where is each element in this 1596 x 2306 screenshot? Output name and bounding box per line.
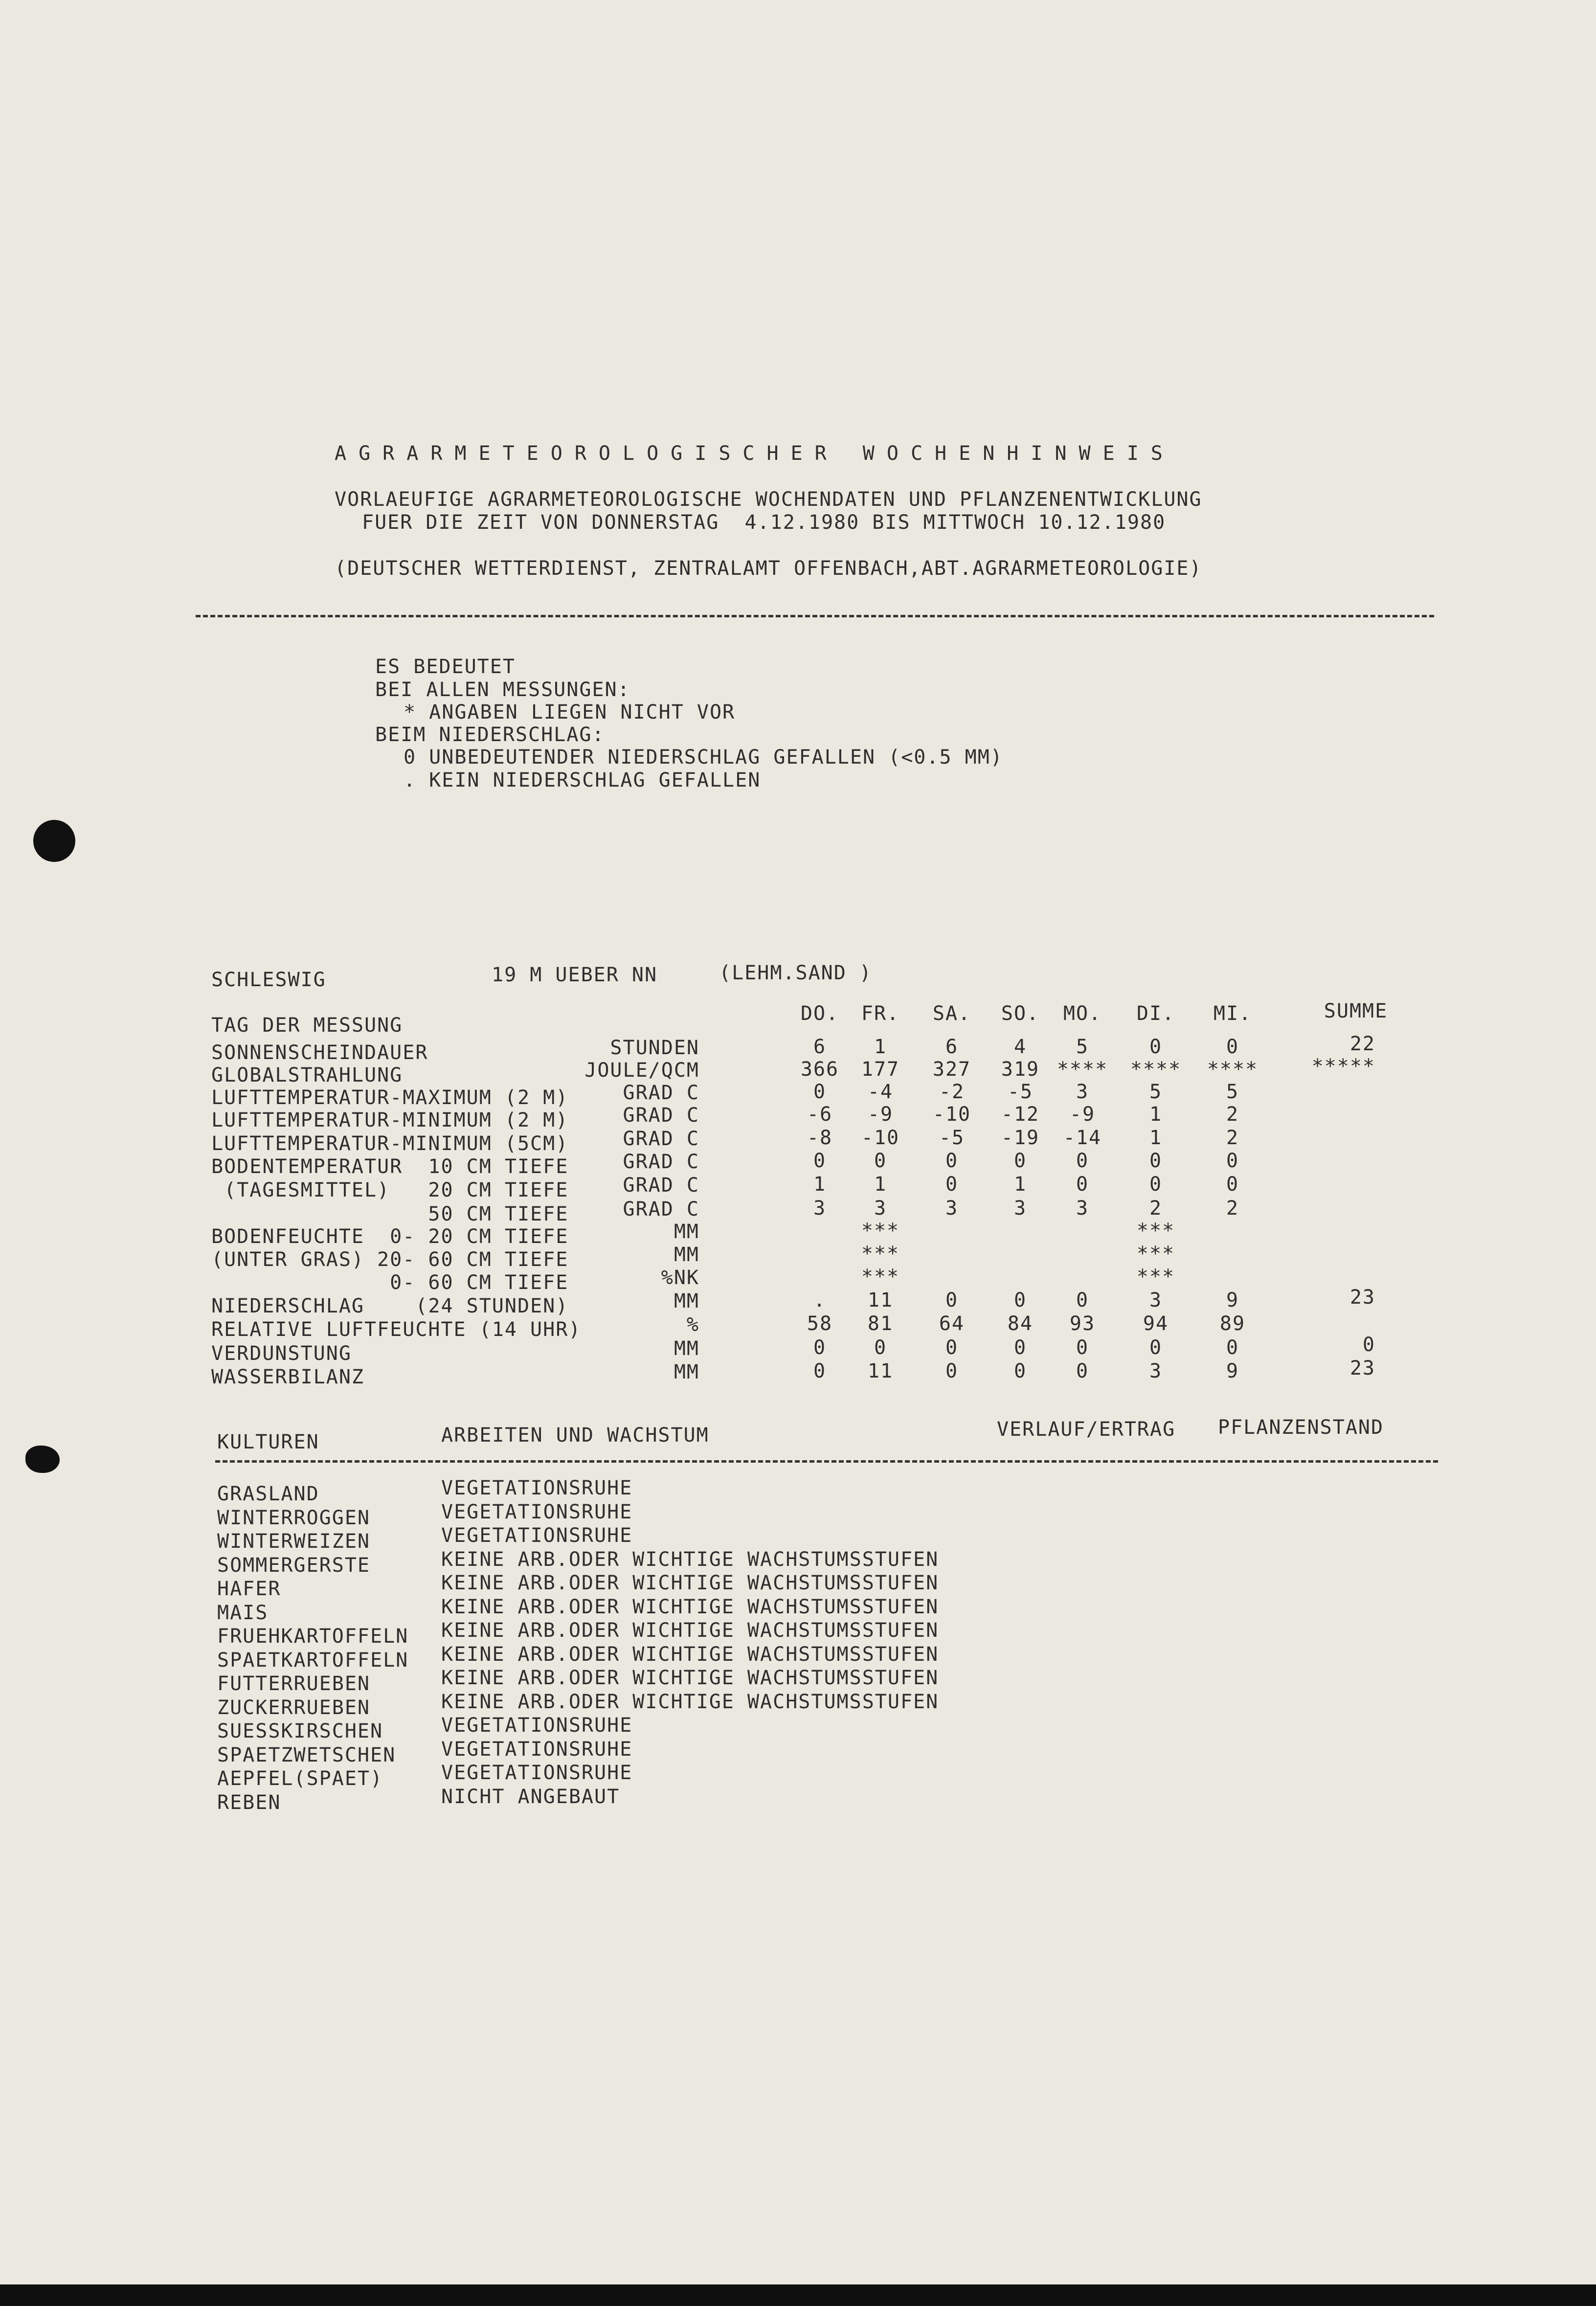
cell-value: -4 bbox=[867, 1081, 894, 1103]
row-label: WASSERBILANZ bbox=[211, 1366, 364, 1388]
cell-value: *** bbox=[1136, 1220, 1175, 1242]
row-label: BODENFEUCHTE 0- 20 CM TIEFE bbox=[211, 1225, 569, 1248]
day-header: SO. bbox=[1001, 1002, 1040, 1025]
cell-value: -9 bbox=[1069, 1103, 1096, 1126]
cell-value: 0 bbox=[1076, 1289, 1089, 1311]
cell-value: 4 bbox=[1013, 1036, 1027, 1058]
crop-name: WINTERROGGEN bbox=[217, 1506, 370, 1529]
cell-value: 0 bbox=[1149, 1336, 1163, 1359]
cell-value: 0 bbox=[1076, 1150, 1089, 1172]
row-sum: 22 bbox=[1349, 1033, 1375, 1055]
cell-value: 2 bbox=[1149, 1197, 1163, 1220]
cell-value: 0 bbox=[1226, 1036, 1239, 1058]
report-title: AGRARMETEOROLOGISCHER WOCHENHINWEIS bbox=[335, 442, 1175, 465]
cell-value: 89 bbox=[1219, 1312, 1246, 1335]
crop-work: VEGETATIONSRUHE bbox=[441, 1714, 633, 1737]
cell-value: 84 bbox=[1007, 1312, 1034, 1335]
row-label: BODENTEMPERATUR 10 CM TIEFE bbox=[211, 1155, 569, 1178]
cell-value: 0 bbox=[1226, 1173, 1239, 1196]
cell-value: 0 bbox=[1076, 1360, 1089, 1382]
crop-name: SPAETZWETSCHEN bbox=[217, 1743, 396, 1766]
station-elevation: 19 M UEBER NN bbox=[492, 964, 658, 986]
crop-name: FUTTERRUEBEN bbox=[217, 1673, 370, 1695]
row-unit: MM bbox=[674, 1337, 699, 1360]
cell-value: -6 bbox=[807, 1103, 833, 1126]
crop-work: KEINE ARB.ODER WICHTIGE WACHSTUMSSTUFEN bbox=[441, 1595, 939, 1618]
cell-value: 11 bbox=[867, 1360, 894, 1382]
row-label: LUFTTEMPERATUR-MINIMUM (5CM) bbox=[211, 1132, 569, 1155]
row-sum: ***** bbox=[1311, 1055, 1375, 1078]
cell-value: 327 bbox=[932, 1058, 971, 1081]
cell-value: 2 bbox=[1226, 1127, 1239, 1149]
row-label: RELATIVE LUFTFEUCHTE (14 UHR) bbox=[211, 1318, 582, 1341]
row-unit: MM bbox=[674, 1243, 699, 1266]
row-label: VERDUNSTUNG bbox=[211, 1342, 352, 1365]
cell-value: 3 bbox=[1076, 1081, 1089, 1103]
cell-value: 0 bbox=[874, 1336, 887, 1359]
cell-value: 9 bbox=[1226, 1289, 1239, 1311]
cell-value: 3 bbox=[1013, 1197, 1027, 1220]
cell-value: -8 bbox=[807, 1127, 833, 1149]
crop-name: GRASLAND bbox=[217, 1483, 319, 1505]
crop-work: KEINE ARB.ODER WICHTIGE WACHSTUMSSTUFEN bbox=[441, 1643, 939, 1666]
crop-work: NICHT ANGEBAUT bbox=[441, 1785, 620, 1808]
cell-value: -5 bbox=[939, 1127, 965, 1149]
cell-value: 3 bbox=[1076, 1197, 1089, 1220]
crop-name: ZUCKERRUEBEN bbox=[217, 1696, 370, 1719]
crop-name: REBEN bbox=[217, 1791, 281, 1814]
crop-name: SUESSKIRSCHEN bbox=[217, 1720, 383, 1742]
legend-line-3: * ANGABEN LIEGEN NICHT VOR bbox=[404, 701, 736, 723]
crop-work: VEGETATIONSRUHE bbox=[441, 1762, 633, 1784]
report-period: FUER DIE ZEIT VON DONNERSTAG 4.12.1980 BIS MITTWOCH 10.12.1980 bbox=[362, 511, 1166, 534]
row-label: 50 CM TIEFE bbox=[211, 1203, 569, 1225]
sum-header: SUMME bbox=[1324, 1000, 1388, 1022]
cell-value: *** bbox=[861, 1243, 900, 1265]
row-label: NIEDERSCHLAG (24 STUNDEN) bbox=[211, 1295, 569, 1317]
crops-col-yield: VERLAUF/ERTRAG bbox=[997, 1418, 1176, 1441]
cell-value: -10 bbox=[932, 1103, 971, 1126]
row-unit: GRAD C bbox=[623, 1104, 699, 1127]
crop-work: KEINE ARB.ODER WICHTIGE WACHSTUMSSTUFEN bbox=[441, 1690, 939, 1713]
legend-line-4: BEIM NIEDERSCHLAG: bbox=[375, 723, 605, 746]
station-name: SCHLESWIG bbox=[211, 969, 326, 991]
day-label: TAG DER MESSUNG bbox=[211, 1014, 403, 1037]
cell-value: 1 bbox=[874, 1036, 887, 1058]
report-subtitle: VORLAEUFIGE AGRARMETEOROLOGISCHE WOCHENDATEN UND PFLANZENENTWICKLUNG bbox=[335, 488, 1202, 511]
cell-value: *** bbox=[861, 1266, 900, 1288]
cell-value: 0 bbox=[1013, 1360, 1027, 1382]
cell-value: 3 bbox=[813, 1197, 827, 1220]
crop-name: WINTERWEIZEN bbox=[217, 1530, 370, 1553]
cell-value: 3 bbox=[1149, 1289, 1163, 1311]
day-header: MI. bbox=[1213, 1002, 1252, 1025]
cell-value: 5 bbox=[1076, 1036, 1089, 1058]
row-sum: 0 bbox=[1362, 1334, 1375, 1356]
cell-value: 1 bbox=[1149, 1127, 1163, 1149]
row-label: 0- 60 CM TIEFE bbox=[211, 1271, 569, 1294]
cell-value: 0 bbox=[813, 1150, 827, 1172]
row-unit: GRAD C bbox=[623, 1128, 699, 1150]
row-unit: GRAD C bbox=[623, 1151, 699, 1173]
cell-value: -9 bbox=[867, 1103, 894, 1126]
crop-work: VEGETATIONSRUHE bbox=[441, 1524, 633, 1547]
cell-value: 177 bbox=[861, 1058, 900, 1081]
cell-value: 9 bbox=[1226, 1360, 1239, 1382]
crop-work: KEINE ARB.ODER WICHTIGE WACHSTUMSSTUFEN bbox=[441, 1619, 939, 1642]
cell-value: 0 bbox=[1149, 1173, 1163, 1196]
cell-value: -10 bbox=[861, 1127, 900, 1149]
crop-name: SPAETKARTOFFELN bbox=[217, 1649, 409, 1672]
cell-value: . bbox=[813, 1289, 827, 1311]
row-unit: MM bbox=[674, 1290, 699, 1312]
cell-value: 0 bbox=[945, 1360, 959, 1382]
crop-name: SOMMERGERSTE bbox=[217, 1554, 370, 1577]
cell-value: 0 bbox=[1226, 1150, 1239, 1172]
crop-work: KEINE ARB.ODER WICHTIGE WACHSTUMSSTUFEN bbox=[441, 1667, 939, 1689]
cell-value: 0 bbox=[1076, 1173, 1089, 1196]
row-label: LUFTTEMPERATUR-MAXIMUM (2 M) bbox=[211, 1086, 569, 1109]
cell-value: 3 bbox=[945, 1197, 959, 1220]
cell-value: 0 bbox=[945, 1336, 959, 1359]
crop-work: KEINE ARB.ODER WICHTIGE WACHSTUMSSTUFEN bbox=[441, 1548, 939, 1571]
cell-value: 1 bbox=[1149, 1103, 1163, 1126]
legend-line-1: ES BEDEUTET bbox=[375, 656, 516, 678]
legend-line-5: 0 UNBEDEUTENDER NIEDERSCHLAG GEFALLEN (<0.5 MM) bbox=[404, 746, 1003, 769]
cell-value: 81 bbox=[867, 1312, 894, 1335]
cell-value: *** bbox=[1136, 1266, 1175, 1288]
cell-value: 6 bbox=[813, 1036, 827, 1058]
cell-value: 0 bbox=[874, 1150, 887, 1172]
row-unit: MM bbox=[674, 1361, 699, 1383]
cell-value: -5 bbox=[1007, 1081, 1034, 1103]
row-label: LUFTTEMPERATUR-MINIMUM (2 M) bbox=[211, 1109, 569, 1131]
cell-value: 0 bbox=[945, 1289, 959, 1311]
cell-value: 2 bbox=[1226, 1103, 1239, 1126]
row-unit: MM bbox=[674, 1221, 699, 1243]
crop-name: FRUEHKARTOFFELN bbox=[217, 1625, 409, 1648]
crop-work: KEINE ARB.ODER WICHTIGE WACHSTUMSSTUFEN bbox=[441, 1572, 939, 1594]
row-unit: GRAD C bbox=[623, 1174, 699, 1197]
crop-work: VEGETATIONSRUHE bbox=[441, 1477, 633, 1499]
day-header: FR. bbox=[861, 1002, 900, 1025]
cell-value: 0 bbox=[945, 1173, 959, 1196]
cell-value: 366 bbox=[800, 1058, 839, 1081]
cell-value: *** bbox=[1136, 1243, 1175, 1265]
cell-value: 3 bbox=[1149, 1360, 1163, 1382]
crops-col-stand: PFLANZENSTAND bbox=[1218, 1416, 1384, 1439]
punch-hole-fragment bbox=[25, 1446, 60, 1473]
cell-value: **** bbox=[1207, 1058, 1259, 1081]
cell-value: 94 bbox=[1143, 1312, 1169, 1335]
cell-value: 319 bbox=[1001, 1058, 1040, 1081]
cell-value: -12 bbox=[1001, 1103, 1040, 1126]
cell-value: 0 bbox=[813, 1081, 827, 1103]
row-label: (TAGESMITTEL) 20 CM TIEFE bbox=[211, 1179, 569, 1201]
cell-value: -2 bbox=[939, 1081, 965, 1103]
row-unit: GRAD C bbox=[623, 1198, 699, 1221]
row-unit: % bbox=[686, 1313, 699, 1336]
crops-col-crop: KULTUREN bbox=[217, 1431, 319, 1453]
cell-value: 0 bbox=[1013, 1150, 1027, 1172]
cell-value: 1 bbox=[874, 1173, 887, 1196]
crop-name: MAIS bbox=[217, 1601, 269, 1624]
row-label: GLOBALSTRAHLUNG bbox=[211, 1064, 403, 1086]
row-unit: JOULE/QCM bbox=[584, 1059, 699, 1082]
crops-col-work: ARBEITEN UND WACHSTUM bbox=[441, 1424, 709, 1447]
cell-value: 0 bbox=[1149, 1036, 1163, 1058]
cell-value: 0 bbox=[1226, 1336, 1239, 1359]
cell-value: 1 bbox=[1013, 1173, 1027, 1196]
cell-value: 0 bbox=[813, 1360, 827, 1382]
cell-value: 0 bbox=[945, 1150, 959, 1172]
day-header: SA. bbox=[932, 1002, 971, 1025]
cell-value: 1 bbox=[813, 1173, 827, 1196]
cell-value: 93 bbox=[1069, 1312, 1096, 1335]
cell-value: 58 bbox=[807, 1312, 833, 1335]
cell-value: -19 bbox=[1001, 1127, 1040, 1149]
cell-value: 11 bbox=[867, 1289, 894, 1311]
cell-value: 3 bbox=[874, 1197, 887, 1220]
row-unit: GRAD C bbox=[623, 1082, 699, 1104]
cell-value: 64 bbox=[939, 1312, 965, 1335]
crop-name: HAFER bbox=[217, 1578, 281, 1600]
cell-value: 0 bbox=[1076, 1336, 1089, 1359]
cell-value: 5 bbox=[1149, 1081, 1163, 1103]
day-header: DI. bbox=[1136, 1002, 1175, 1025]
cell-value: *** bbox=[861, 1220, 900, 1242]
cell-value: 6 bbox=[945, 1036, 959, 1058]
legend-line-2: BEI ALLEN MESSUNGEN: bbox=[375, 678, 630, 701]
report-source: (DEUTSCHER WETTERDIENST, ZENTRALAMT OFFENBACH,ABT.AGRARMETEOROLOGIE) bbox=[335, 557, 1202, 580]
divider-crops bbox=[215, 1460, 1438, 1463]
cell-value: **** bbox=[1130, 1058, 1182, 1081]
row-unit: STUNDEN bbox=[610, 1037, 699, 1059]
cell-value: 2 bbox=[1226, 1197, 1239, 1220]
cell-value: 0 bbox=[813, 1336, 827, 1359]
cell-value: -14 bbox=[1063, 1127, 1102, 1149]
legend-line-6: . KEIN NIEDERSCHLAG GEFALLEN bbox=[404, 769, 761, 791]
divider-top bbox=[196, 615, 1434, 617]
crop-work: VEGETATIONSRUHE bbox=[441, 1738, 633, 1761]
crop-name: AEPFEL(SPAET) bbox=[217, 1767, 383, 1790]
row-sum: 23 bbox=[1349, 1357, 1375, 1379]
cell-value: **** bbox=[1057, 1058, 1108, 1081]
row-sum: 23 bbox=[1349, 1286, 1375, 1309]
day-header: MO. bbox=[1063, 1002, 1102, 1025]
row-label: SONNENSCHEINDAUER bbox=[211, 1041, 428, 1064]
cell-value: 0 bbox=[1013, 1289, 1027, 1311]
crop-work: VEGETATIONSRUHE bbox=[441, 1500, 633, 1523]
cell-value: 0 bbox=[1149, 1150, 1163, 1172]
row-label: (UNTER GRAS) 20- 60 CM TIEFE bbox=[211, 1248, 569, 1271]
cell-value: 0 bbox=[1013, 1336, 1027, 1359]
punch-hole-mark bbox=[33, 820, 75, 862]
station-soil: (LEHM.SAND ) bbox=[719, 962, 872, 984]
row-unit: %NK bbox=[661, 1266, 699, 1289]
day-header: DO. bbox=[800, 1002, 839, 1025]
cell-value: 5 bbox=[1226, 1081, 1239, 1103]
